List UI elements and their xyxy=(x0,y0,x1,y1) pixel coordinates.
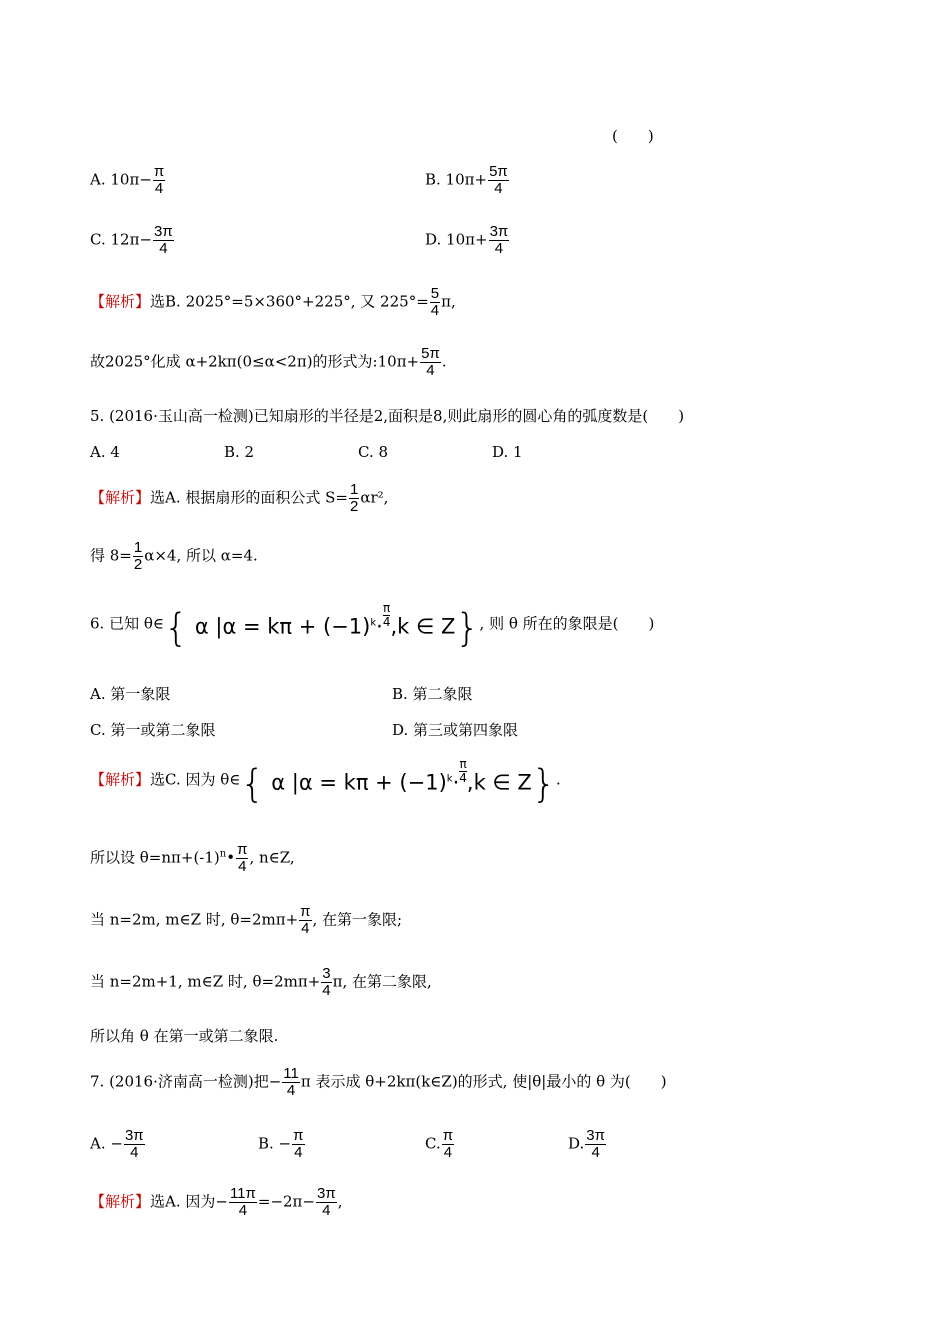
analysis-text: 选A. 因为− xyxy=(150,1192,228,1211)
fraction xyxy=(282,1066,300,1099)
analysis-text: =−2π− xyxy=(257,1192,315,1211)
analysis-tag: 【解析】 xyxy=(90,488,151,507)
dot: · xyxy=(376,614,383,639)
q6-analysis-line5: 所以角 θ 在第一或第二象限. xyxy=(90,1027,279,1045)
fraction xyxy=(442,1128,454,1161)
option-label: D. xyxy=(568,1134,585,1153)
analysis-text: , xyxy=(337,1192,343,1211)
stem-text: , 则 θ 所在的象限是( ) xyxy=(479,614,655,633)
denominator: 4 xyxy=(159,239,168,257)
analysis-text: π, xyxy=(441,292,456,311)
analysis-text: . xyxy=(555,770,561,789)
denominator: 4 xyxy=(494,179,503,197)
set-text: α |α = kπ + (−1) xyxy=(194,614,371,639)
option-op: − xyxy=(139,170,152,189)
q6-analysis-line2 xyxy=(90,842,295,875)
option-d: D. 1 xyxy=(492,443,523,461)
q4-analysis-line2 xyxy=(90,346,447,379)
set-expression xyxy=(163,601,480,650)
option-b xyxy=(425,164,510,197)
denominator: 4 xyxy=(130,1143,139,1161)
fraction xyxy=(488,164,509,197)
stem-text: π 表示成 θ+2kπ(k∈Z)的形式, 使|θ|最小的 θ 为( ) xyxy=(300,1072,667,1091)
option-op: − xyxy=(139,230,153,249)
fraction xyxy=(133,540,143,573)
set-expression xyxy=(240,757,556,806)
fraction xyxy=(292,1128,304,1161)
brace-close: } xyxy=(455,605,480,650)
fraction xyxy=(229,1186,257,1219)
denominator: 4 xyxy=(301,919,310,937)
numerator: 11π xyxy=(229,1185,256,1202)
option-label: B. − xyxy=(258,1134,292,1153)
numerator: π xyxy=(300,903,311,920)
fraction xyxy=(585,1128,606,1161)
numerator: π xyxy=(293,1127,304,1144)
analysis-text: 当 n=2m, m∈Z 时, θ=2mπ+ xyxy=(90,910,299,929)
analysis-text: 故2025°化成 α+2kπ(0≤α<2π)的形式为:10π+ xyxy=(90,352,420,371)
q5-stem: 5. (2016·玉山高一检测)已知扇形的半径是2,面积是8,则此扇形的圆心角的弧度数是( ) xyxy=(90,407,685,425)
analysis-text: α×4, 所以 α=4. xyxy=(144,546,258,565)
denominator: 4 xyxy=(154,179,164,197)
set-text: ,k ∈ Z xyxy=(390,614,456,639)
analysis-text: • xyxy=(226,848,236,867)
set-text: α |α = kπ + (−1) xyxy=(271,770,447,795)
analysis-text: , n∈Z, xyxy=(249,848,295,867)
denominator: 4 xyxy=(322,1201,331,1219)
set-text: ,k ∈ Z xyxy=(466,770,532,795)
denominator: 4 xyxy=(591,1143,600,1161)
denominator: 2 xyxy=(350,497,359,515)
option-c: C. 第一或第二象限 xyxy=(90,721,216,739)
option-b: B. 2 xyxy=(224,443,255,461)
q5-analysis-line1 xyxy=(90,482,388,515)
numerator: 1 xyxy=(350,481,359,498)
option-a xyxy=(90,1128,146,1161)
option-b xyxy=(258,1128,306,1161)
analysis-text: 选A. 根据扇形的面积公式 S= xyxy=(150,488,348,507)
option-label: D. 10π xyxy=(425,230,475,249)
analysis-tag: 【解析】 xyxy=(90,770,151,789)
q5-analysis-line2 xyxy=(90,540,258,573)
stem-text: 7. (2016·济南高一检测)把− xyxy=(90,1072,282,1091)
exponent: n xyxy=(219,848,227,860)
fraction xyxy=(316,1186,337,1219)
q7-stem xyxy=(90,1066,667,1099)
analysis-text: αr², xyxy=(360,488,389,507)
q7-analysis xyxy=(90,1186,342,1219)
numerator: π xyxy=(459,757,467,771)
q6-stem xyxy=(90,601,655,650)
exponent: k xyxy=(370,617,377,629)
option-c xyxy=(90,224,175,257)
denominator: 4 xyxy=(382,614,391,629)
analysis-text: 选C. 因为 θ∈ xyxy=(150,770,241,789)
numerator: 5 xyxy=(430,285,440,302)
denominator: 4 xyxy=(443,1143,453,1161)
option-c: C. 8 xyxy=(358,443,389,461)
dot: · xyxy=(452,770,460,795)
q6-analysis-line3 xyxy=(90,904,402,937)
numerator: π xyxy=(237,841,248,858)
option-label: B. 10π xyxy=(425,170,475,189)
option-d xyxy=(425,224,510,257)
option-a xyxy=(90,164,166,197)
option-label: C. 12π xyxy=(90,230,140,249)
analysis-text: . xyxy=(441,352,447,371)
option-op: + xyxy=(474,230,488,249)
q4-analysis-line1 xyxy=(90,286,456,319)
numerator: π xyxy=(153,163,165,180)
option-a: A. 4 xyxy=(90,443,120,461)
denominator: 4 xyxy=(238,1201,248,1219)
numerator: 3π xyxy=(586,1127,605,1144)
numerator: π xyxy=(442,1127,454,1144)
numerator: 1 xyxy=(133,539,143,556)
q6-analysis-line4 xyxy=(90,966,432,999)
analysis-text: , 在第一象限; xyxy=(312,910,403,929)
analysis-text: 当 n=2m+1, m∈Z 时, θ=2mπ+ xyxy=(90,972,321,991)
option-c xyxy=(425,1128,455,1161)
option-label: A. 10π xyxy=(90,170,140,189)
option-b: B. 第二象限 xyxy=(392,685,473,703)
numerator: 3 xyxy=(322,965,331,982)
denominator: 4 xyxy=(494,239,504,257)
fraction xyxy=(153,164,165,197)
numerator: 5π xyxy=(421,345,440,362)
numerator: π xyxy=(383,601,391,615)
numerator: 3π xyxy=(489,223,509,240)
analysis-tag: 【解析】 xyxy=(90,292,151,311)
brace-open: { xyxy=(240,761,265,806)
fraction xyxy=(430,286,440,319)
numerator: 3π xyxy=(154,223,173,240)
analysis-text: 得 8= xyxy=(90,546,132,565)
denominator: 4 xyxy=(430,301,440,319)
fraction xyxy=(124,1128,145,1161)
fraction xyxy=(459,758,467,784)
analysis-tag: 【解析】 xyxy=(90,1192,151,1211)
fraction xyxy=(321,966,331,999)
denominator: 4 xyxy=(294,1143,303,1161)
stem-text: 6. 已知 θ∈ xyxy=(90,614,164,633)
denominator: 4 xyxy=(459,770,467,785)
fraction xyxy=(153,224,174,257)
option-op: + xyxy=(474,170,488,189)
option-label: A. − xyxy=(90,1134,123,1153)
fraction xyxy=(489,224,510,257)
numerator: 3π xyxy=(124,1127,144,1144)
analysis-text: π, 在第二象限, xyxy=(332,972,432,991)
q6-analysis-line1 xyxy=(90,757,561,806)
answer-paren: ( ) xyxy=(612,127,654,145)
denominator: 4 xyxy=(426,361,435,379)
option-d xyxy=(568,1128,607,1161)
fraction xyxy=(299,904,311,937)
brace-open: { xyxy=(163,605,189,650)
analysis-text: 所以设 θ=nπ+(-1) xyxy=(90,848,220,867)
fraction xyxy=(236,842,248,875)
option-label: C. xyxy=(425,1134,441,1153)
numerator: 5π xyxy=(489,163,508,180)
denominator: 2 xyxy=(133,555,143,573)
analysis-text: 选B. 2025°=5×360°+225°, 又 225°= xyxy=(150,292,429,311)
numerator: 11 xyxy=(283,1065,299,1082)
numerator: 3π xyxy=(316,1185,336,1202)
option-a: A. 第一象限 xyxy=(90,685,171,703)
denominator: 4 xyxy=(238,857,247,875)
denominator: 4 xyxy=(286,1081,296,1099)
option-d: D. 第三或第四象限 xyxy=(392,721,519,739)
denominator: 4 xyxy=(322,981,331,999)
brace-close: } xyxy=(531,761,556,806)
exponent: k xyxy=(446,773,453,785)
fraction xyxy=(420,346,441,379)
fraction xyxy=(349,482,359,515)
